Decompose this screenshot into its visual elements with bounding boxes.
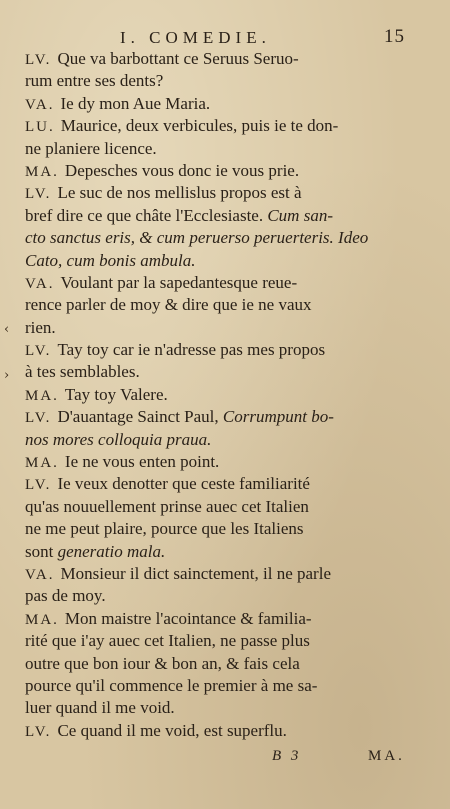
- catchword: MA.: [368, 748, 405, 764]
- text-line: [25, 541, 409, 563]
- speaker-label: LV.: [25, 723, 52, 740]
- line-text: Mon maistre l'acointance & familia-: [64, 608, 312, 628]
- speaker-label: MA.: [25, 611, 59, 628]
- speaker-label: LV.: [25, 343, 52, 360]
- text-line: [25, 272, 409, 294]
- latin-quotation: cto sanctus eris, & cum peruerso peruerteris. Ideo: [25, 228, 369, 248]
- line-text: outre que bon iour & bon an, & fais cela: [25, 653, 300, 673]
- text-line: [25, 630, 409, 652]
- text-line: [25, 585, 409, 607]
- text-line: [25, 115, 409, 137]
- line-text: pas de moy.: [25, 586, 106, 606]
- line-text: Le suc de nos mellislus propos est à: [57, 183, 302, 203]
- speaker-label: LV.: [25, 186, 52, 203]
- text-line: [25, 384, 409, 406]
- line-text: sont: [25, 541, 58, 561]
- speaker-label: LV.: [25, 52, 52, 68]
- speaker-label: VA.: [25, 96, 55, 113]
- text-line: [25, 70, 409, 92]
- margin-mark: ›: [4, 368, 10, 383]
- line-text: Voulant par la sapedantesque reue-: [60, 272, 298, 292]
- text-line: [25, 608, 409, 630]
- text-line: [25, 653, 409, 675]
- page-number: 15: [384, 26, 405, 47]
- text-line: [25, 451, 409, 473]
- text-line: [25, 720, 409, 742]
- latin-quotation: Corrumpunt bo-: [222, 407, 334, 427]
- text-line: [25, 429, 409, 451]
- line-text: Ie veux denotter que ceste familiarité: [57, 474, 310, 494]
- text-line: [25, 160, 409, 182]
- text-line: [25, 563, 409, 585]
- text-line: [25, 317, 409, 339]
- line-text: rum entre ses dents?: [25, 71, 164, 91]
- text-line: [25, 496, 409, 518]
- line-text: ne me peut plaire, pource que les Italiens: [25, 519, 304, 539]
- latin-quotation: Cato, cum bonis ambula.: [25, 250, 196, 270]
- line-text: Ie dy mon Aue Maria.: [60, 93, 211, 113]
- line-text: à tes semblables.: [25, 362, 140, 382]
- latin-quotation: Cum san-: [267, 205, 333, 225]
- dialogue-text: [25, 48, 409, 742]
- line-text: Que va barbottant ce Seruus Seruo-: [57, 49, 299, 68]
- text-line: [25, 361, 409, 383]
- line-text: rité que i'ay auec cet Italien, ne passe plus: [25, 631, 310, 651]
- line-text: D'auantage Sainct Paul,: [57, 407, 223, 427]
- line-text: bref dire ce que châte l'Ecclesiaste.: [25, 205, 268, 225]
- line-text: Maurice, deux verbicules, puis ie te don-: [60, 116, 339, 136]
- line-text: Ce quand il me void, est superflu.: [57, 720, 287, 740]
- text-line: [25, 182, 409, 204]
- speaker-label: LU.: [25, 119, 55, 136]
- speaker-label: VA.: [25, 566, 55, 583]
- text-line: [25, 697, 409, 719]
- speaker-label: MA.: [25, 455, 59, 472]
- line-text: Tay toy Valere.: [64, 384, 168, 404]
- text-line: [25, 48, 409, 70]
- signature-mark: B 3: [272, 748, 302, 764]
- text-line: [25, 93, 409, 115]
- speaker-label: MA.: [25, 163, 59, 180]
- speaker-label: LV.: [25, 477, 52, 494]
- line-text: Depesches vous donc ie vous prie.: [64, 160, 300, 180]
- text-line: [25, 227, 409, 249]
- line-text: pource qu'il commence le premier à me sa-: [25, 675, 318, 695]
- line-text: qu'as nouuellement prinse auec cet Italien: [25, 496, 309, 516]
- page-header: [0, 6, 450, 47]
- line-text: Tay toy car ie n'adresse pas mes propos: [57, 340, 326, 360]
- speaker-label: MA.: [25, 387, 59, 404]
- latin-quotation: nos mores colloquia praua.: [25, 429, 212, 449]
- text-line: [25, 518, 409, 540]
- text-line: [25, 138, 409, 160]
- line-text: Monsieur il dict sainctement, il ne parle: [60, 563, 331, 583]
- speaker-label: VA.: [25, 275, 55, 292]
- line-text: Ie ne vous enten point.: [64, 452, 220, 472]
- text-line: [25, 205, 409, 227]
- text-line: [25, 406, 409, 428]
- text-line: [25, 294, 409, 316]
- running-head: I. COMEDIE.: [120, 28, 271, 47]
- page-footer: [0, 748, 450, 772]
- text-line: [25, 250, 409, 272]
- text-line: [25, 473, 409, 495]
- text-line: [25, 339, 409, 361]
- line-text: ne planiere licence.: [25, 138, 157, 158]
- margin-mark: ‹: [4, 322, 10, 337]
- line-text: luer quand il me void.: [25, 698, 175, 718]
- line-text: rence parler de moy & dire que ie ne vaux: [25, 295, 312, 315]
- text-line: [25, 675, 409, 697]
- speaker-label: LV.: [25, 410, 52, 427]
- line-text: rien.: [25, 317, 56, 337]
- latin-quotation: generatio mala.: [57, 541, 166, 561]
